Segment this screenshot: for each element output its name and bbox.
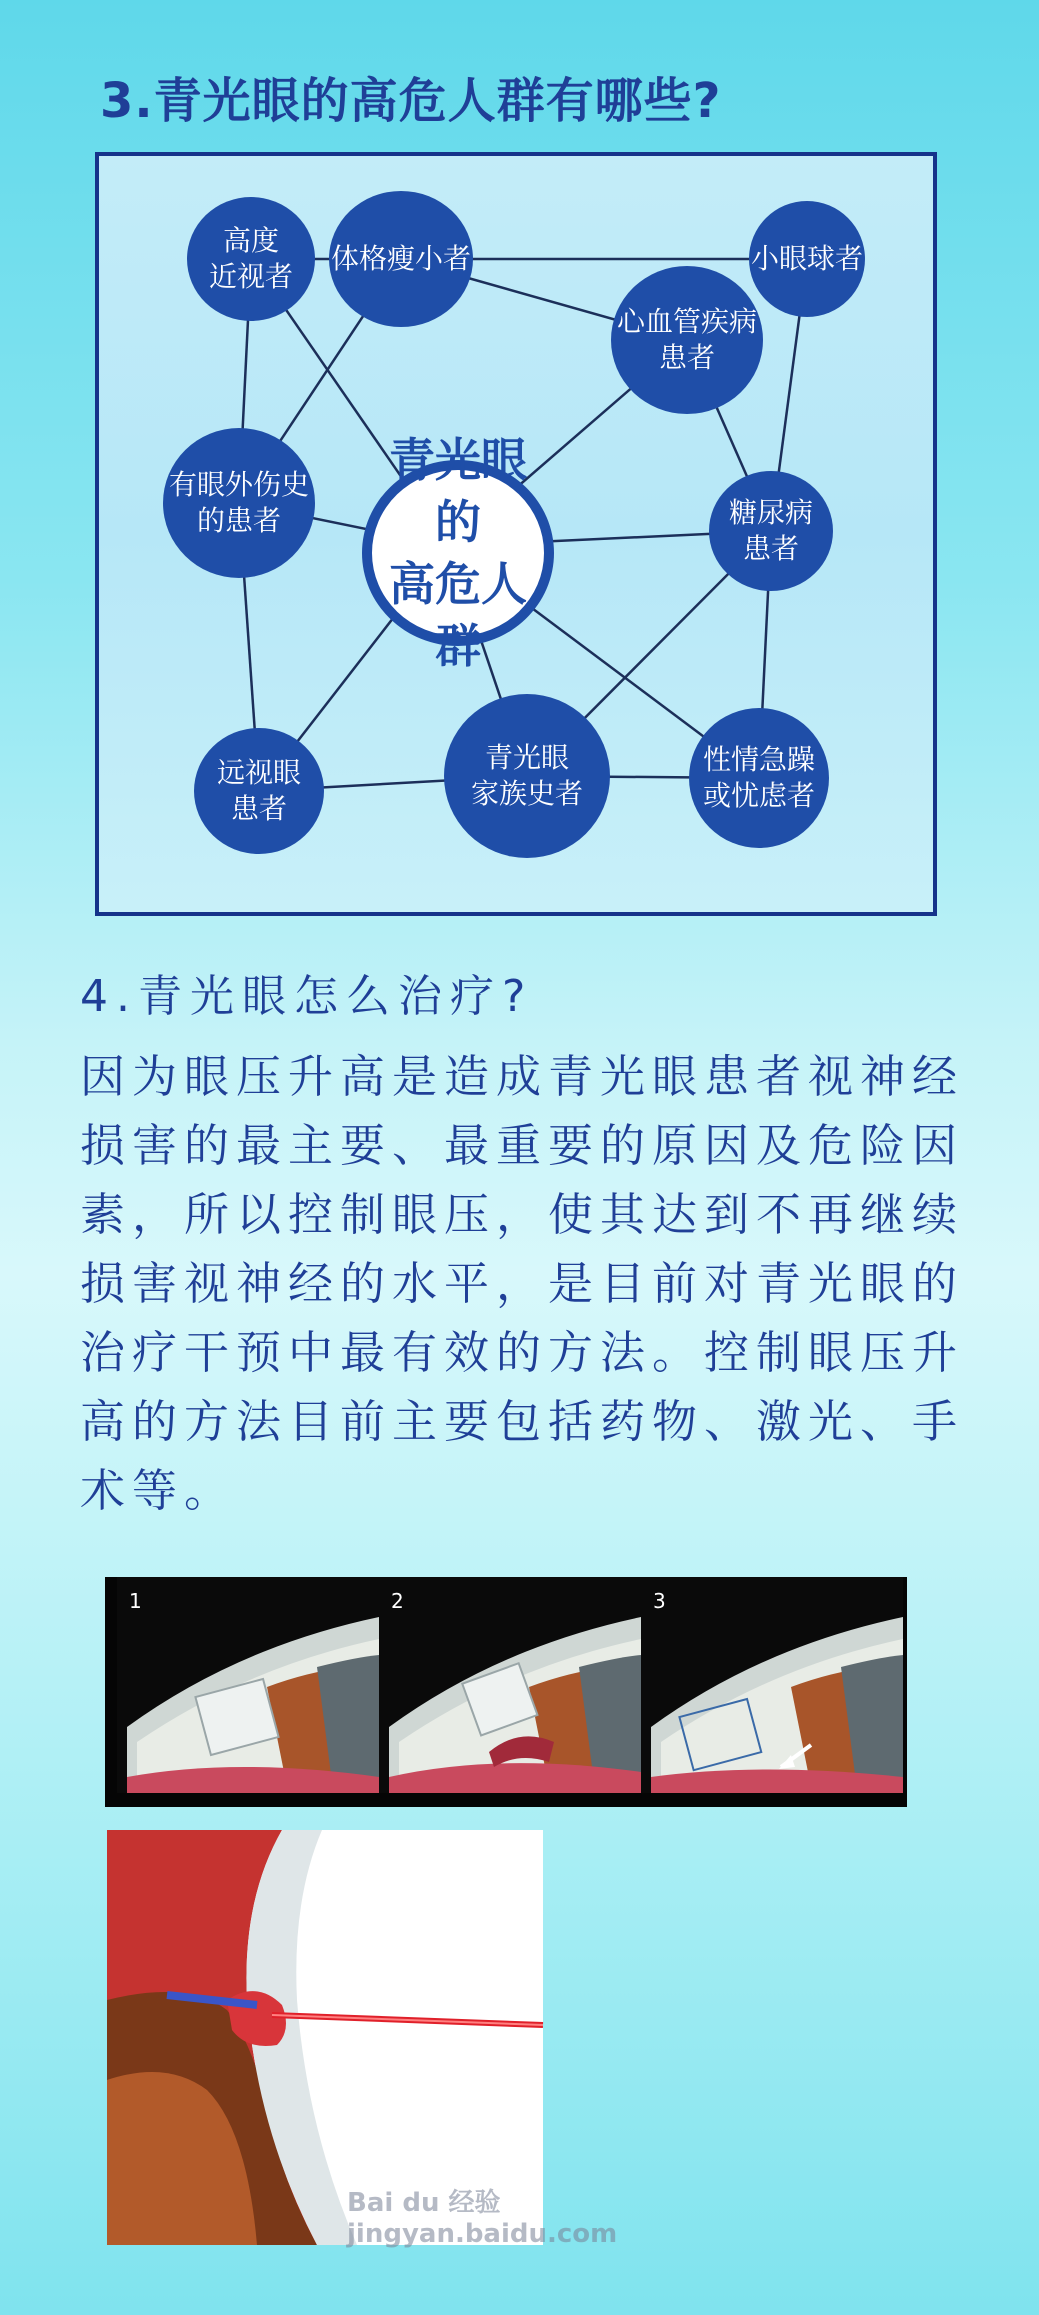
- node-small-eyeball: 小眼球者: [749, 201, 865, 317]
- paragraph-line: 损害视神经的水平，是目前对青光眼的: [80, 1257, 965, 1310]
- panel-number: 2: [391, 1589, 404, 1613]
- section-4-title: 4.青光眼怎么治疗?: [80, 971, 534, 1022]
- surgery-panel-3: [641, 1577, 903, 1793]
- section-3-title: 3.青光眼的高危人群有哪些?: [100, 73, 722, 129]
- surgery-panel-1: [117, 1577, 379, 1793]
- node-cardiovascular: 心血管疾病 患者: [611, 266, 763, 414]
- node-hyperopia: 远视眼 患者: [194, 728, 324, 854]
- surgery-steps-image: [105, 1577, 907, 1807]
- treatment-paragraph: [80, 1042, 1010, 1525]
- laser-eye-image: [107, 1830, 618, 2249]
- panel-number: 3: [653, 1589, 666, 1613]
- surgery-illustration-2: [379, 1577, 641, 1793]
- node-eye-trauma: 有眼外伤史 的患者: [163, 428, 315, 578]
- node-temperament: 性情急躁 或忧虑者: [689, 708, 829, 848]
- node-diabetes: 糖尿病 患者: [709, 471, 833, 591]
- surgery-panel-2: [379, 1577, 641, 1793]
- paragraph-line: 素，所以控制眼压，使其达到不再继续: [80, 1188, 965, 1241]
- risk-group-diagram: [95, 152, 937, 916]
- surgery-illustration-3: [641, 1577, 903, 1793]
- node-small-build: 体格瘦小者: [329, 191, 473, 327]
- paragraph-line: 术等。: [80, 1464, 237, 1517]
- paragraph-line: 损害的最主要、最重要的原因及危险因: [80, 1119, 965, 1172]
- paragraph-line: 高的方法目前主要包括药物、激光、手: [80, 1395, 965, 1448]
- watermark: Bai du 经验 jingyan.baidu.com: [347, 2188, 618, 2249]
- node-family-history: 青光眼 家族史者: [444, 694, 610, 858]
- paragraph-line: 治疗干预中最有效的方法。控制眼压升: [80, 1326, 965, 1379]
- node-high-myopia: 高度 近视者: [187, 197, 315, 321]
- panel-number: 1: [129, 1589, 142, 1613]
- node-high-risk-center: 青光眼的 高危人群: [362, 460, 554, 646]
- surgery-illustration-1: [117, 1577, 379, 1793]
- paragraph-line: 因为眼压升高是造成青光眼患者视神经: [80, 1050, 965, 1103]
